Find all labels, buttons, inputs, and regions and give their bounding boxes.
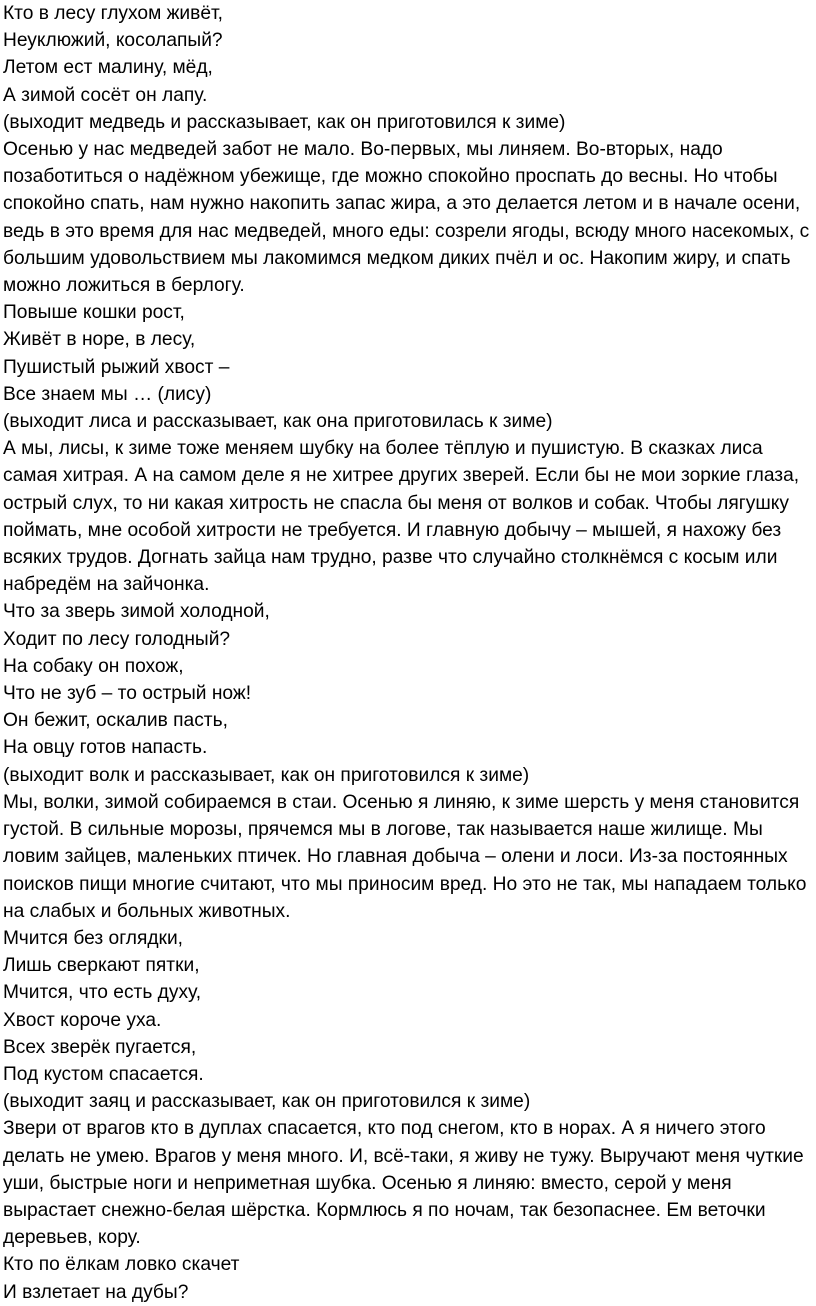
document-body bbox=[3, 0, 813, 1306]
poem-line: Все знаем мы … (лису) bbox=[3, 383, 212, 405]
poem-line: Летом ест малину, мёд, bbox=[3, 57, 213, 79]
poem-line: На овцу готов напасть. bbox=[3, 737, 208, 759]
poem-line: На собаку он похож, bbox=[3, 655, 184, 677]
prose-paragraph: А мы, лисы, к зиме тоже меняем шубку на более тёплую и пушистую. В сказках лиса самая хитрая. А на самом деле я не хитрее других зверей. Если бы не мои зоркие глаза, острый слух, то ни какая хитрость не спасла бы меня от волков и собак. Чтобы лягушку поймать, мне особой хитрости не требуется. И главную добычу – мышей, я нахожу без всяких трудов. Догнать зайца нам трудно, разве что случайно столкнёмся с косым или набредём на зайчонка. bbox=[3, 438, 800, 596]
poem-line: Хвост короче уха. bbox=[3, 1009, 162, 1031]
poem-line: Всех зверёк пугается, bbox=[3, 1036, 197, 1058]
poem-line: И взлетает на дубы? bbox=[3, 1281, 189, 1303]
poem-line: Что не зуб – то острый нож! bbox=[3, 683, 252, 705]
poem-line: Он бежит, оскалив пасть, bbox=[3, 710, 228, 732]
stage-direction: (выходит волк и рассказывает, как он приготовился к зиме) bbox=[3, 764, 530, 786]
poem-line: А зимой сосёт он лапу. bbox=[3, 84, 208, 106]
poem-line: Лишь сверкают пятки, bbox=[3, 955, 200, 977]
poem-line: Мчится, что есть духу, bbox=[3, 982, 202, 1004]
poem-line: Повыше кошки рост, bbox=[3, 302, 185, 324]
prose-paragraph: Звери от врагов кто в дуплах спасается, кто под снегом, кто в норах. А я ничего этого делать не умею. Врагов у меня много. И, всё-таки, я живу не тужу. Выручают меня чуткие уши, быстрые ноги и неприметная шубка. Осенью я линяю: вместо, серой у меня вырастает снежно-белая шёрстка. Кормлюсь я по ночам, так безопаснее. Ем веточки деревьев, кору. bbox=[3, 1118, 804, 1249]
poem-line: Что за зверь зимой холодной, bbox=[3, 601, 270, 623]
poem-line: Неуклюжий, косолапый? bbox=[3, 30, 223, 52]
poem-line: Кто по ёлкам ловко скачет bbox=[3, 1254, 240, 1276]
poem-line: Пушистый рыжий хвост – bbox=[3, 356, 230, 378]
stage-direction: (выходит медведь и рассказывает, как он приготовился к зиме) bbox=[3, 111, 566, 133]
prose-paragraph: Осенью у нас медведей забот не мало. Во-первых, мы линяем. Во-вторых, надо позаботиться о надёжном убежище, где можно спокойно проспать до весны. Но чтобы спокойно спать, нам нужно накопить запас жира, а это делается летом и в начале осени, ведь в это время для нас медведей, много еды: созрели ягоды, всюду много насекомых, с большим удовольствием мы лакомимся медком диких пчёл и ос. Накопим жиру, и спать можно ложиться в берлогу. bbox=[3, 139, 810, 297]
poem-line: Под кустом спасается. bbox=[3, 1063, 204, 1085]
poem-line: Кто в лесу глухом живёт, bbox=[3, 3, 224, 24]
poem-line: Ходит по лесу голодный? bbox=[3, 628, 231, 650]
poem-line: Живёт в норе, в лесу, bbox=[3, 329, 196, 351]
prose-paragraph: Мы, волки, зимой собираемся в стаи. Осенью я линяю, к зиме шерсть у меня становится густой. В сильные морозы, прячемся мы в логове, так называется наше жилище. Мы ловим зайцев, маленьких птичек. Но главная добыча – олени и лоси. Из-за постоянных поисков пищи многие считают, что мы приносим вред. Но это не так, мы нападаем только на слабых и больных животных. bbox=[3, 791, 807, 922]
poem-line: Мчится без оглядки, bbox=[3, 927, 183, 949]
stage-direction: (выходит заяц и рассказывает, как он приготовился к зиме) bbox=[3, 1091, 531, 1113]
stage-direction: (выходит лиса и рассказывает, как она приготовилась к зиме) bbox=[3, 411, 553, 433]
